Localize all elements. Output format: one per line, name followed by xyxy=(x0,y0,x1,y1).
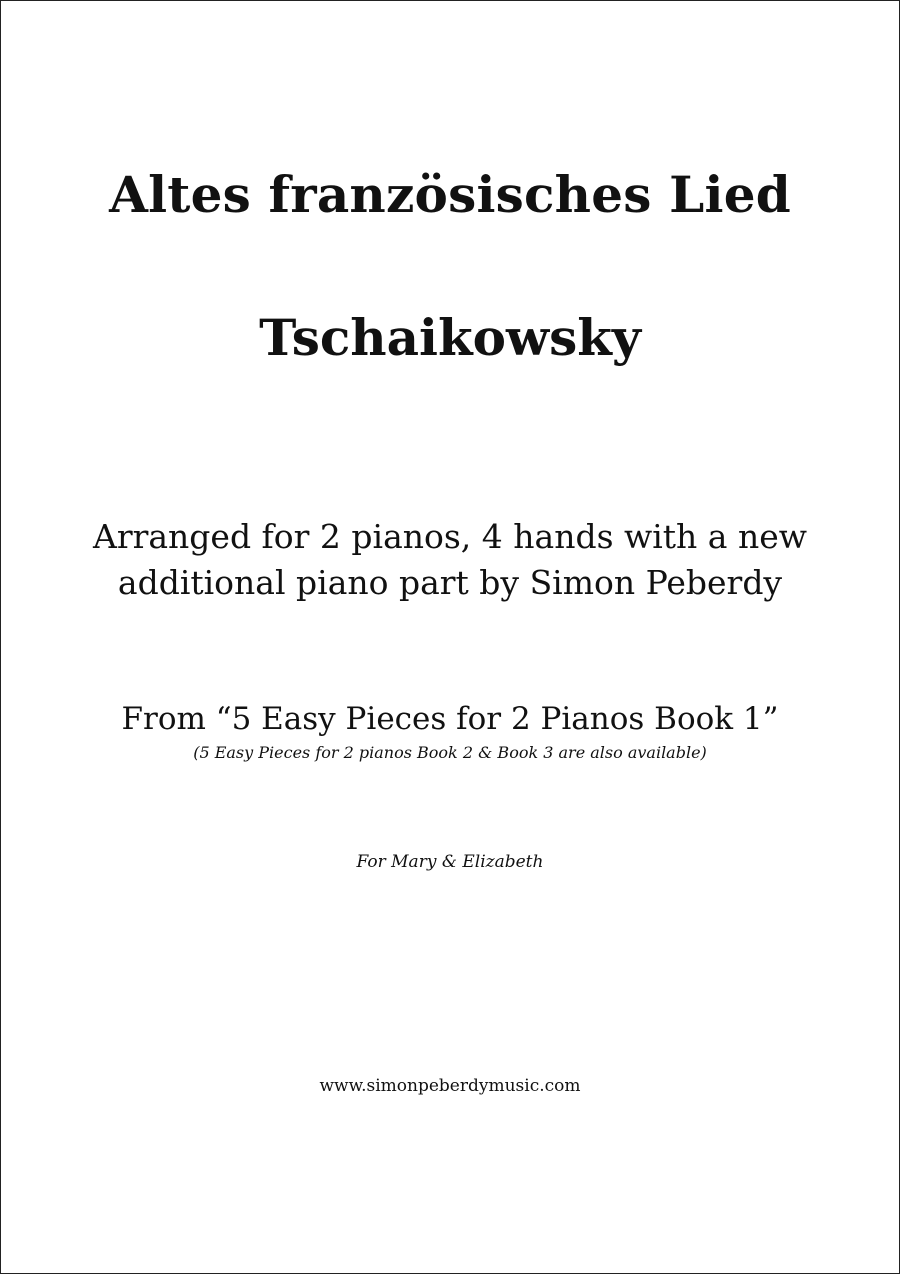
collection-title: From “5 Easy Pieces for 2 Pianos Book 1” xyxy=(121,701,779,737)
website-url: www.simonpeberdymusic.com xyxy=(319,1076,581,1096)
composer-name: Tschaikowsky xyxy=(259,308,641,367)
availability-note: (5 Easy Pieces for 2 pianos Book 2 & Book 3 are also available) xyxy=(193,743,707,762)
arrangement-line-1: Arranged for 2 pianos, 4 hands with a new xyxy=(92,517,807,556)
arrangement-line-2: additional piano part by Simon Peberdy xyxy=(117,563,783,602)
piece-title: Altes französisches Lied xyxy=(109,165,791,224)
dedication: For Mary & Elizabeth xyxy=(356,852,544,872)
